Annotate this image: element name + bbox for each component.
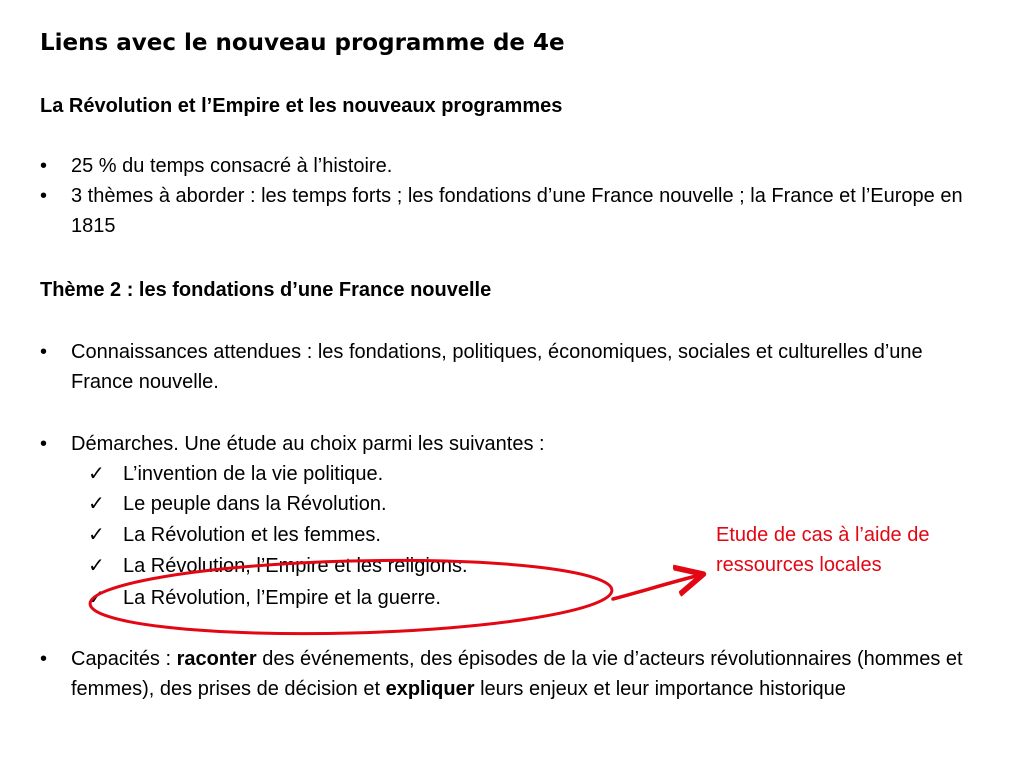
bullet-item-connaissances — [40, 337, 970, 397]
checkmark-icon: ✓ — [88, 587, 105, 609]
choice-item-highlighted — [88, 583, 441, 613]
annotation-line-2: ressources locales — [716, 554, 882, 576]
choice-item — [88, 520, 381, 550]
choice-item — [88, 459, 383, 489]
choice-text: La Révolution, l’Empire et la guerre. — [123, 587, 441, 609]
checkmark-icon: ✓ — [88, 524, 105, 546]
bullet-text: 3 thèmes à aborder : les temps forts ; les fondations d’une France nouvelle ; la France et l’Europe en 1815 — [71, 185, 963, 237]
bullet-item-capacites — [40, 644, 970, 704]
bullet-item — [40, 151, 970, 181]
bullet-dot-icon: • — [40, 433, 48, 455]
choice-item — [88, 489, 387, 519]
bullet-text: 25 % du temps consacré à l’histoire. — [71, 155, 393, 177]
bullet-dot-icon: • — [40, 341, 48, 363]
choice-text: Le peuple dans la Révolution. — [123, 493, 387, 515]
bullet-text — [71, 644, 970, 704]
choice-item — [88, 551, 468, 581]
capacites-keyword-raconter: raconter — [176, 648, 257, 670]
capacites-keyword-expliquer: expliquer — [385, 678, 475, 700]
bullet-dot-icon: • — [40, 648, 48, 670]
capacites-suffix: leurs enjeux et leur importance historique — [474, 678, 846, 700]
bullet-text: Connaissances attendues : les fondations, politiques, économiques, sociales et culturelles d’une France nouvelle. — [71, 341, 923, 393]
slide-title: Liens avec le nouveau programme de 4e — [40, 30, 565, 56]
section-heading-theme-2: Thème 2 : les fondations d’une France nouvelle — [40, 279, 492, 301]
choice-text: La Révolution et les femmes. — [123, 524, 381, 546]
annotation-line-1: Etude de cas à l’aide de — [716, 524, 930, 546]
bullet-item — [40, 181, 970, 241]
checkmark-icon: ✓ — [88, 463, 105, 485]
bullet-dot-icon: • — [40, 185, 48, 207]
annotation-case-study — [716, 520, 1006, 580]
capacites-prefix: Capacités : — [71, 648, 177, 670]
bullet-item-demarches — [40, 429, 970, 459]
bullet-text: Démarches. Une étude au choix parmi les suivantes : — [71, 433, 545, 455]
choice-text: L’invention de la vie politique. — [123, 463, 384, 485]
bullet-dot-icon: • — [40, 155, 48, 177]
capacites-middle: des événements, des épisodes de la vie d’acteurs révolutionnaires (hommes et femmes), des prises de décision et — [71, 648, 963, 700]
checkmark-icon: ✓ — [88, 493, 105, 515]
checkmark-icon: ✓ — [88, 555, 105, 577]
choice-text: La Révolution, l’Empire et les religions. — [123, 555, 468, 577]
annotation-arrow — [613, 575, 700, 599]
section-heading-programmes: La Révolution et l’Empire et les nouveaux programmes — [40, 95, 563, 117]
